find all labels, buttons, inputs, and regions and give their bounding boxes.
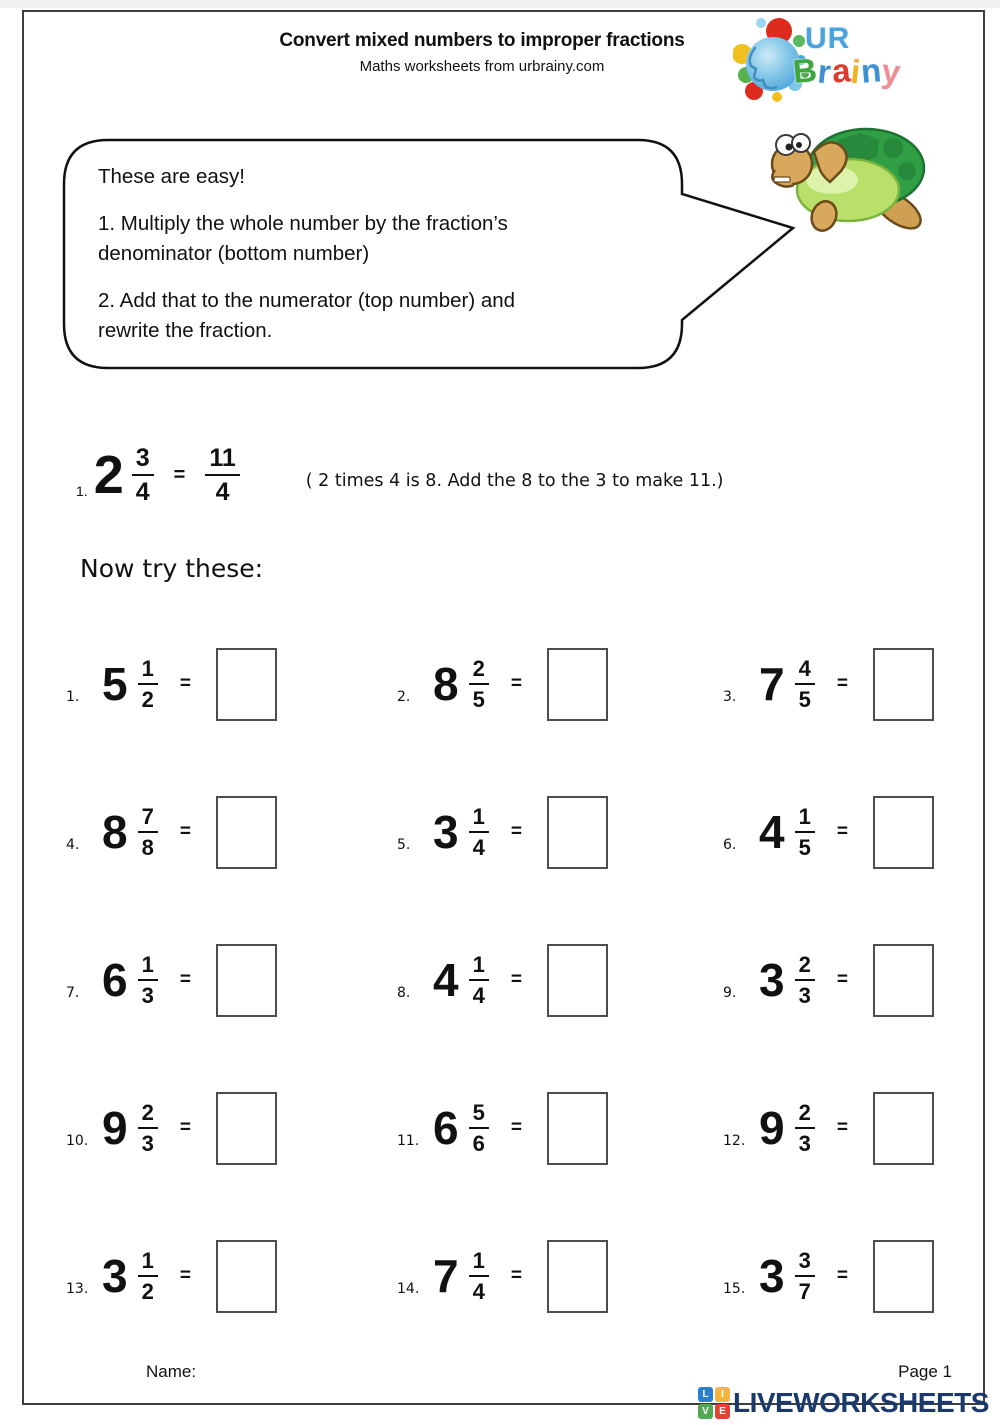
problem-item — [66, 944, 397, 1017]
equals-sign: = — [836, 1265, 848, 1286]
equals-sign: = — [179, 1265, 191, 1286]
equals-sign: = — [836, 673, 848, 694]
brainy-letter: B — [791, 50, 820, 91]
bubble-step2-line1: 2. Add that to the numerator (top number) and — [98, 289, 516, 312]
fraction-numerator: 1 — [138, 658, 158, 685]
equals-sign: = — [173, 463, 186, 486]
bubble-step2-line2: rewrite the fraction. — [98, 319, 273, 342]
fraction-numerator: 4 — [795, 658, 815, 685]
answer-box[interactable] — [547, 1092, 608, 1165]
fraction-denominator: 5 — [472, 686, 485, 712]
answer-box[interactable] — [547, 796, 608, 869]
example-fraction-numerator: 3 — [132, 446, 154, 476]
problem-fraction — [469, 1099, 489, 1156]
problem-fraction — [138, 1099, 158, 1156]
problem-number: 14. — [397, 1281, 420, 1297]
fraction-denominator: 4 — [472, 982, 485, 1008]
equals-sign: = — [179, 821, 191, 842]
answer-box[interactable] — [216, 796, 277, 869]
brainy-letter: a — [830, 51, 853, 90]
problem-number: 13. — [66, 1281, 89, 1297]
problem-item — [66, 796, 397, 869]
problem-fraction — [138, 1247, 158, 1304]
top-strip — [0, 0, 1000, 8]
problem-number: 9. — [723, 985, 737, 1001]
problem-number: 2. — [397, 689, 411, 705]
fraction-denominator: 3 — [798, 982, 811, 1008]
fraction-numerator: 2 — [795, 1102, 815, 1129]
liveworksheets-squares-icon — [698, 1387, 730, 1419]
problem-number: 5. — [397, 837, 411, 853]
example-result-denominator: 4 — [215, 477, 230, 506]
answer-box[interactable] — [873, 944, 934, 1017]
fraction-denominator: 5 — [798, 834, 811, 860]
problem-item — [66, 1092, 397, 1165]
problem-number: 3. — [723, 689, 737, 705]
equals-sign: = — [179, 969, 191, 990]
problem-whole-number: 4 — [433, 954, 458, 1006]
problem-number: 12. — [723, 1133, 746, 1149]
page-number: Page 1 — [898, 1362, 952, 1381]
fraction-numerator: 1 — [469, 954, 489, 981]
problem-item — [723, 1092, 1000, 1165]
equals-sign: = — [836, 1117, 848, 1138]
fraction-numerator: 1 — [138, 1250, 158, 1277]
liveworksheets-wordmark: LIVEWORKSHEETS — [733, 1387, 989, 1418]
problem-whole-number: 9 — [759, 1102, 784, 1154]
answer-box[interactable] — [873, 1092, 934, 1165]
problem-number: 7. — [66, 985, 80, 1001]
liveworksheets-square: I — [715, 1387, 730, 1402]
fraction-numerator: 1 — [469, 1250, 489, 1277]
problem-item — [723, 1240, 1000, 1313]
name-field-label: Name: — [146, 1362, 197, 1381]
bubble-step-2 — [98, 286, 638, 346]
problem-number: 6. — [723, 837, 737, 853]
fraction-numerator: 7 — [138, 806, 158, 833]
page-title: Convert mixed numbers to improper fractions — [279, 30, 685, 51]
bubble-step1-line1: 1. Multiply the whole number by the fraction’s — [98, 212, 508, 235]
problem-whole-number: 5 — [102, 658, 127, 710]
problem-whole-number: 4 — [759, 806, 784, 858]
problem-whole-number: 8 — [433, 658, 458, 710]
equals-sign: = — [510, 821, 522, 842]
problem-fraction — [795, 1247, 815, 1304]
fraction-denominator: 4 — [472, 1278, 485, 1304]
problem-whole-number: 3 — [759, 1250, 784, 1302]
fraction-denominator: 3 — [798, 1130, 811, 1156]
bubble-step1-line2: denominator (bottom number) — [98, 242, 370, 265]
fraction-denominator: 8 — [141, 834, 154, 860]
brainy-letter: n — [859, 51, 884, 90]
problem-whole-number: 6 — [433, 1102, 458, 1154]
bubble-intro: These are easy! — [98, 165, 245, 188]
equals-sign: = — [836, 821, 848, 842]
answer-box[interactable] — [216, 1240, 277, 1313]
liveworksheets-square: L — [698, 1387, 713, 1402]
speech-bubble-text — [98, 162, 638, 363]
urbrainy-brainy-text — [793, 52, 902, 90]
example-whole-number: 2 — [93, 445, 122, 505]
equals-sign: = — [836, 969, 848, 990]
problem-whole-number: 3 — [759, 954, 784, 1006]
equals-sign: = — [179, 1117, 191, 1138]
fraction-denominator: 6 — [472, 1130, 485, 1156]
fraction-denominator: 5 — [798, 686, 811, 712]
problem-number: 4. — [66, 837, 80, 853]
turtle-illustration — [762, 126, 940, 236]
problem-whole-number: 7 — [759, 658, 784, 710]
answer-box[interactable] — [547, 1240, 608, 1313]
fraction-numerator: 2 — [469, 658, 489, 685]
problem-fraction — [138, 951, 158, 1008]
example-number: 1. — [76, 483, 88, 499]
problem-whole-number: 7 — [433, 1250, 458, 1302]
problem-whole-number: 6 — [102, 954, 127, 1006]
equals-sign: = — [510, 969, 522, 990]
example-result-numerator: 11 — [205, 446, 239, 476]
problem-item — [723, 944, 1000, 1017]
liveworksheets-logo — [698, 1387, 989, 1419]
problem-fraction — [469, 655, 489, 712]
problem-whole-number: 3 — [433, 806, 458, 858]
problem-whole-number: 8 — [102, 806, 127, 858]
problem-number: 15. — [723, 1281, 746, 1297]
problem-item — [723, 648, 1000, 721]
problem-fraction — [469, 803, 489, 860]
answer-box[interactable] — [873, 796, 934, 869]
problem-fraction — [795, 655, 815, 712]
answer-box[interactable] — [547, 648, 608, 721]
bubble-step-1 — [98, 209, 638, 269]
problem-item — [66, 1240, 397, 1313]
fraction-numerator: 5 — [469, 1102, 489, 1129]
problem-whole-number: 3 — [102, 1250, 127, 1302]
problem-whole-number: 9 — [102, 1102, 127, 1154]
example-fraction — [132, 443, 154, 506]
equals-sign: = — [510, 673, 522, 694]
urbrainy-ur-text: UR — [805, 22, 851, 55]
problem-item — [723, 796, 1000, 869]
problem-fraction — [469, 951, 489, 1008]
answer-box[interactable] — [216, 944, 277, 1017]
fraction-numerator: 2 — [795, 954, 815, 981]
fraction-numerator: 1 — [795, 806, 815, 833]
urbrainy-logo — [733, 16, 928, 102]
example-result-fraction — [205, 443, 239, 506]
problem-fraction — [469, 1247, 489, 1304]
problem-number: 11. — [397, 1133, 420, 1149]
page-subtitle: Maths worksheets from urbrainy.com — [359, 58, 605, 75]
problem-number: 8. — [397, 985, 411, 1001]
problem-item — [397, 648, 723, 721]
equals-sign: = — [179, 673, 191, 694]
now-try-these-prompt: Now try these: — [80, 554, 264, 583]
problem-number: 1. — [66, 689, 80, 705]
example-explanation: ( 2 times 4 is 8. Add the 8 to the 3 to make 11.) — [305, 471, 724, 491]
fraction-denominator: 7 — [798, 1278, 811, 1304]
brainy-letter: r — [815, 52, 834, 91]
fraction-denominator: 3 — [141, 982, 154, 1008]
fraction-denominator: 4 — [472, 834, 485, 860]
problems-grid — [66, 610, 1000, 1350]
fraction-numerator: 1 — [138, 954, 158, 981]
fraction-numerator: 2 — [138, 1102, 158, 1129]
brainy-letter: y — [880, 52, 904, 91]
answer-box[interactable] — [216, 648, 277, 721]
answer-box[interactable] — [873, 1240, 934, 1313]
problem-fraction — [138, 655, 158, 712]
problem-item — [397, 1092, 723, 1165]
equals-sign: = — [510, 1117, 522, 1138]
fraction-numerator: 1 — [469, 806, 489, 833]
brainy-letter: i — [849, 52, 864, 91]
fraction-denominator: 2 — [141, 1278, 154, 1304]
problem-item — [397, 1240, 723, 1313]
problem-fraction — [795, 1099, 815, 1156]
answer-box[interactable] — [216, 1092, 277, 1165]
fraction-denominator: 2 — [141, 686, 154, 712]
problem-fraction — [795, 803, 815, 860]
fraction-numerator: 3 — [795, 1250, 815, 1277]
problem-item — [397, 944, 723, 1017]
problem-fraction — [795, 951, 815, 1008]
liveworksheets-square: E — [715, 1404, 730, 1419]
problem-item — [397, 796, 723, 869]
liveworksheets-square: V — [698, 1404, 713, 1419]
example-fraction-denominator: 4 — [135, 477, 150, 506]
answer-box[interactable] — [873, 648, 934, 721]
fraction-denominator: 3 — [141, 1130, 154, 1156]
problem-item — [66, 648, 397, 721]
answer-box[interactable] — [547, 944, 608, 1017]
worked-example — [76, 444, 724, 506]
equals-sign: = — [510, 1265, 522, 1286]
problem-fraction — [138, 803, 158, 860]
problem-number: 10. — [66, 1133, 89, 1149]
